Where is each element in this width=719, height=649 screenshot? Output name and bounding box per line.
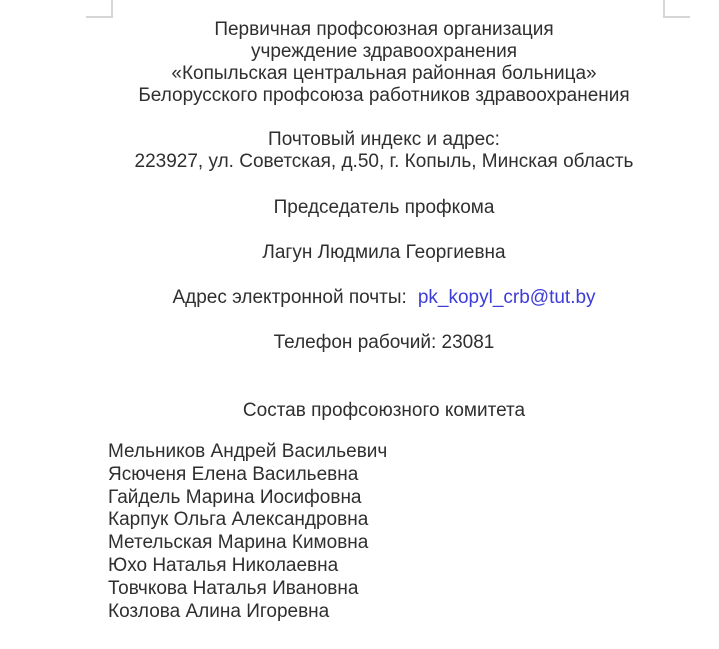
chairman-title: Председатель профкома [273, 197, 495, 218]
committee-member: Мельников Андрей Васильевич [108, 441, 388, 462]
page-corner-mark-right [663, 0, 690, 18]
committee-member: Метельская Марина Кимовна [108, 532, 369, 554]
committee-member: Товчкова Наталья Ивановна [108, 577, 359, 599]
org-header [48, 19, 719, 107]
committee-member: Ясюченя Елена Васильевна [108, 463, 359, 485]
page-corner-mark-left [86, 0, 113, 18]
email-label: Адрес электронной почты: [172, 287, 407, 308]
postal-address-label: Почтовый индекс и адрес: [268, 129, 500, 150]
committee-title: Состав профсоюзного комитета [242, 400, 526, 421]
email-link[interactable]: pk_kopyl_crb@tut.by [417, 287, 596, 308]
work-phone-line: Телефон рабочий: 23081 [273, 332, 495, 353]
org-header-line: Первичная профсоюзная организация [214, 19, 554, 40]
postal-address-block [48, 129, 719, 173]
org-header-line: учреждение здравоохранения [250, 41, 518, 62]
committee-member: Юхо Наталья Николаевна [108, 554, 339, 576]
committee-member: Гайдель Марина Иосифовна [108, 486, 362, 508]
email-line [48, 287, 719, 309]
committee-member: Козлова Алина Игоревна [108, 600, 330, 622]
org-header-line: Белорусского профсоюза работников здравоохранения [138, 85, 630, 106]
committee-members-list [108, 441, 387, 623]
postal-address-value: 223927, ул. Советская, д.50, г. Копыль, Минская область [134, 151, 634, 172]
committee-member: Карпук Ольга Александровна [108, 509, 369, 531]
org-header-line: «Копыльская центральная районная больница» [171, 63, 597, 84]
chairman-name: Лагун Людмила Георгиевна [262, 242, 506, 263]
